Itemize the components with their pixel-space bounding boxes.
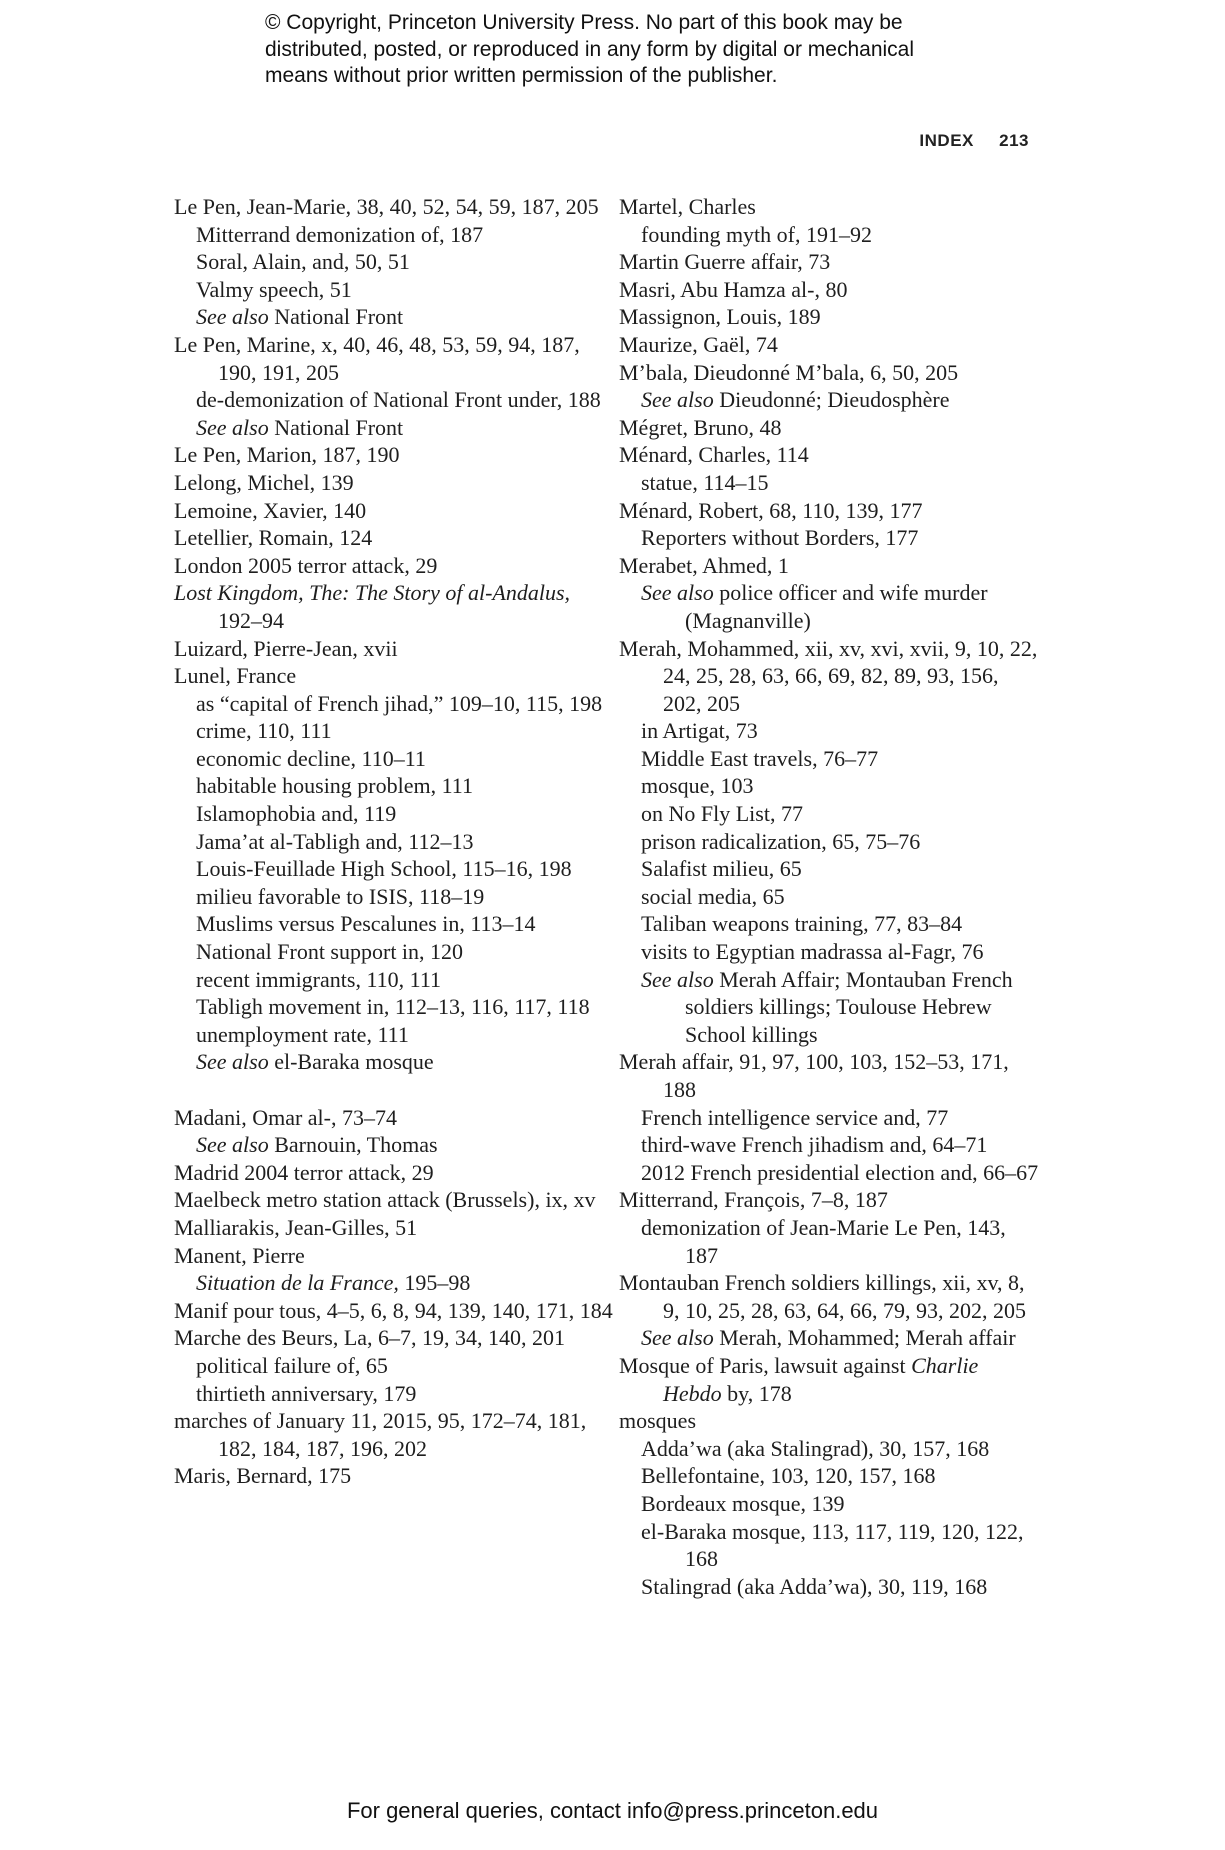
entry-text: Stalingrad (aka Adda’wa), 30, 119, 168: [641, 1573, 988, 1599]
entry-text: Islamophobia and, 119: [196, 801, 397, 827]
index-entry: [619, 331, 1039, 359]
index-subentry: [619, 717, 1039, 745]
entry-text: National Front support in, 120: [196, 939, 464, 965]
index-subentry: [619, 1435, 1039, 1463]
entry-italic: Charlie Hebdo: [663, 1352, 979, 1406]
entry-text: Mosque of Paris, lawsuit against: [619, 1352, 912, 1378]
index-entry: [619, 276, 1039, 304]
entry-text: founding myth of, 191–92: [641, 221, 872, 247]
index-subentry: [619, 221, 1039, 249]
index-entry: [619, 193, 1039, 221]
index-subentry: [619, 910, 1039, 938]
index-entry: [619, 635, 1039, 718]
index-subentry: [619, 579, 1039, 634]
copyright-line: means without prior written permission of the publisher.: [265, 64, 778, 87]
entry-text: thirtieth anniversary, 179: [196, 1380, 417, 1406]
index-entry: [174, 524, 614, 552]
entry-text: French intelligence service and, 77: [641, 1104, 949, 1130]
footer-contact: For general queries, contact info@press.princeton.edu: [346, 1798, 879, 1823]
entry-text: third-wave French jihadism and, 64–71: [641, 1132, 988, 1158]
copyright-line: © Copyright, Princeton University Press. No part of this book may be: [265, 11, 903, 34]
index-subentry: [174, 800, 614, 828]
entry-text: Adda’wa (aka Stalingrad), 30, 157, 168: [641, 1435, 990, 1461]
entry-text: visits to Egyptian madrassa al-Fagr, 76: [641, 939, 984, 965]
entry-text: National Front: [268, 414, 404, 440]
copyright-notice: [265, 10, 1025, 90]
index-entry: [619, 1269, 1039, 1324]
index-entry: [619, 303, 1039, 331]
entry-text: Barnouin, Thomas: [268, 1132, 438, 1158]
entry-text: Taliban weapons training, 77, 83–84: [641, 911, 963, 937]
index-entry: [174, 1242, 614, 1270]
entry-text: 195–98: [398, 1270, 471, 1296]
index-subentry: [619, 1214, 1039, 1269]
index-subentry: [174, 910, 614, 938]
entry-italic: See also: [196, 304, 269, 330]
entry-italic: See also: [641, 580, 714, 606]
section-title: INDEX: [919, 131, 974, 150]
index-entry: [174, 662, 614, 690]
entry-text: 2012 French presidential election and, 66–67: [641, 1159, 1039, 1185]
entry-text: 192–94: [218, 607, 284, 633]
entry-italic: See also: [196, 1049, 269, 1075]
index-subentry: [619, 1159, 1039, 1187]
entry-text: demonization of Jean-Marie Le Pen, 143, 187: [641, 1214, 1006, 1268]
index-subentry: [619, 938, 1039, 966]
index-entry: [174, 1407, 614, 1462]
entry-text: Le Pen, Marine, x, 40, 46, 48, 53, 59, 94, 187, 190, 191, 205: [174, 331, 580, 385]
entry-text: marches of January 11, 2015, 95, 172–74, 181, 182, 184, 187, 196, 202: [174, 1408, 587, 1461]
entry-text: Dieudonné; Dieudosphère: [713, 387, 950, 413]
index-entry: [174, 469, 614, 497]
index-subentry: [174, 1021, 614, 1049]
index-entry: [174, 497, 614, 525]
index-entry: [619, 1186, 1039, 1214]
entry-text: political failure of, 65: [196, 1352, 388, 1378]
entry-italic: See also: [641, 387, 714, 413]
entry-italic: See also: [196, 414, 269, 440]
index-subentry: [174, 1131, 614, 1159]
entry-text: Lunel, France: [174, 663, 297, 689]
index-subentry: [174, 386, 614, 414]
entry-text: police officer and wife murder (Magnanville): [685, 580, 988, 633]
index-entry: [174, 1297, 614, 1325]
entry-italic: See also: [196, 1132, 269, 1158]
index-subentry: [619, 469, 1039, 497]
index-entry: [174, 441, 614, 469]
entry-text: Merah, Mohammed; Merah affair: [713, 1325, 1016, 1351]
index-entry: [174, 1159, 614, 1187]
index-entry: [174, 1186, 614, 1214]
index-subentry: [619, 524, 1039, 552]
index-subentry: [619, 1324, 1039, 1352]
entry-text: Salafist milieu, 65: [641, 856, 802, 882]
entry-text: Middle East travels, 76–77: [641, 745, 879, 771]
index-subentry: [619, 1131, 1039, 1159]
index-subentry: [174, 828, 614, 856]
entry-text: Valmy speech, 51: [196, 276, 352, 302]
entry-text: M’bala, Dieudonné M’bala, 6, 50, 205: [619, 359, 959, 385]
entry-text: de-demonization of National Front under, 188: [196, 387, 601, 413]
entry-text: recent immigrants, 110, 111: [196, 966, 441, 992]
entry-text: as “capital of French jihad,” 109–10, 115, 198: [196, 690, 603, 716]
entry-text: Maris, Bernard, 175: [174, 1463, 352, 1489]
index-subentry: [174, 1048, 614, 1076]
entry-text: Merah Affair; Montauban French soldiers killings; Toulouse Hebrew School killings: [685, 966, 1013, 1047]
entry-text: Ménard, Charles, 114: [619, 442, 809, 468]
entry-text: Luizard, Pierre-Jean, xvii: [174, 635, 398, 661]
entry-italic: Lost Kingdom, The: The Story of al-Andalus,: [174, 580, 571, 606]
entry-text: mosque, 103: [641, 773, 754, 799]
index-subentry: [174, 276, 614, 304]
entry-text: by, 178: [721, 1380, 792, 1406]
index-subentry: [619, 1462, 1039, 1490]
entry-text: Le Pen, Marion, 187, 190: [174, 442, 400, 468]
entry-italic: See also: [641, 1325, 714, 1351]
index-subentry: [174, 855, 614, 883]
entry-text: Jama’at al-Tabligh and, 112–13: [196, 828, 474, 854]
index-entry: [174, 331, 614, 386]
index-entry: [174, 193, 614, 221]
index-subentry: [619, 1518, 1039, 1573]
entry-text: statue, 114–15: [641, 469, 769, 495]
index-subentry: [174, 745, 614, 773]
index-entry: [174, 552, 614, 580]
index-subentry: [174, 1269, 614, 1297]
index-entry: [174, 1324, 614, 1352]
index-column-right: [619, 193, 1039, 1600]
index-subentry: [174, 883, 614, 911]
index-subentry: [619, 1573, 1039, 1601]
index-entry: [174, 635, 614, 663]
entry-italic: Situation de la France,: [196, 1270, 399, 1296]
entry-text: Madani, Omar al-, 73–74: [174, 1104, 397, 1130]
index-subentry: [174, 938, 614, 966]
index-subentry: [174, 414, 614, 442]
entry-text: Ménard, Robert, 68, 110, 139, 177: [619, 497, 923, 523]
entry-text: crime, 110, 111: [196, 718, 332, 744]
entry-text: el-Baraka mosque, 113, 117, 119, 120, 122, 168: [641, 1518, 1024, 1572]
entry-text: economic decline, 110–11: [196, 745, 426, 771]
index-subentry: [619, 883, 1039, 911]
entry-text: London 2005 terror attack, 29: [174, 552, 438, 578]
index-subentry: [174, 1352, 614, 1380]
entry-text: Reporters without Borders, 177: [641, 525, 919, 551]
entry-text: Merah, Mohammed, xii, xv, xvi, xvii, 9, 10, 22, 24, 25, 28, 63, 66, 69, 82, 89, 93, 156, 202, 205: [619, 635, 1038, 716]
entry-text: Manif pour tous, 4–5, 6, 8, 94, 139, 140, 171, 184: [174, 1297, 613, 1323]
entry-text: Marche des Beurs, La, 6–7, 19, 34, 140, 201: [174, 1325, 566, 1351]
entry-text: Bordeaux mosque, 139: [641, 1490, 845, 1516]
index-entry: [174, 1104, 614, 1132]
entry-text: Louis-Feuillade High School, 115–16, 198: [196, 856, 572, 882]
index-entry: [619, 1407, 1039, 1435]
index-subentry: [174, 966, 614, 994]
entry-text: Maelbeck metro station attack (Brussels), ix, xv: [174, 1187, 596, 1213]
entry-text: Le Pen, Jean-Marie, 38, 40, 52, 54, 59, 187, 205: [174, 194, 599, 219]
index-subentry: [174, 303, 614, 331]
entry-text: Mégret, Bruno, 48: [619, 414, 782, 440]
entry-text: milieu favorable to ISIS, 118–19: [196, 883, 485, 909]
entry-text: Bellefontaine, 103, 120, 157, 168: [641, 1463, 936, 1489]
entry-text: Martel, Charles: [619, 194, 756, 219]
entry-text: on No Fly List, 77: [641, 801, 803, 827]
entry-text: el-Baraka mosque: [268, 1049, 434, 1075]
entry-text: Letellier, Romain, 124: [174, 525, 373, 551]
entry-text: Montauban French soldiers killings, xii, xv, 8, 9, 10, 25, 28, 63, 64, 66, 79, 93, 202, 205: [619, 1270, 1026, 1323]
entry-text: habitable housing problem, 111: [196, 773, 473, 799]
index-entry: [619, 248, 1039, 276]
entry-text: unemployment rate, 111: [196, 1021, 409, 1047]
entry-text: Soral, Alain, and, 50, 51: [196, 249, 410, 275]
index-entry: [174, 579, 614, 634]
entry-text: Lemoine, Xavier, 140: [174, 497, 367, 523]
entry-text: National Front: [268, 304, 404, 330]
index-subentry: [619, 1490, 1039, 1518]
index-subentry: [619, 745, 1039, 773]
entry-text: prison radicalization, 65, 75–76: [641, 828, 921, 854]
entry-text: Madrid 2004 terror attack, 29: [174, 1159, 434, 1185]
index-subentry: [619, 386, 1039, 414]
entry-text: Malliarakis, Jean-Gilles, 51: [174, 1214, 418, 1240]
index-subentry: [619, 772, 1039, 800]
index-entry: [619, 414, 1039, 442]
index-subentry: [174, 1380, 614, 1408]
entry-text: Masri, Abu Hamza al-, 80: [619, 276, 848, 302]
index-entry: [619, 552, 1039, 580]
index-subentry: [174, 690, 614, 718]
index-entry: [619, 1048, 1039, 1103]
entry-text: Massignon, Louis, 189: [619, 304, 821, 330]
index-entry: [174, 1462, 614, 1490]
index-subentry: [619, 966, 1039, 1049]
index-subentry: [174, 717, 614, 745]
entry-text: mosques: [619, 1408, 696, 1434]
index-subentry: [174, 221, 614, 249]
index-subentry: [619, 1104, 1039, 1132]
entry-text: Muslims versus Pescalunes in, 113–14: [196, 911, 536, 937]
index-entry: [619, 1352, 1039, 1407]
index-subentry: [619, 800, 1039, 828]
entry-text: Maurize, Gaël, 74: [619, 331, 778, 357]
page-number: 213: [999, 131, 1029, 150]
entry-text: Manent, Pierre: [174, 1242, 305, 1268]
entry-text: social media, 65: [641, 883, 785, 909]
entry-text: Martin Guerre affair, 73: [619, 249, 831, 275]
running-head: [919, 131, 1029, 151]
index-subentry: [174, 248, 614, 276]
index-entry: [619, 441, 1039, 469]
index-subentry: [619, 855, 1039, 883]
index-entry: [619, 359, 1039, 387]
entry-text: Tabligh movement in, 112–13, 116, 117, 118: [196, 994, 590, 1020]
index-entry: [619, 497, 1039, 525]
entry-text: in Artigat, 73: [641, 718, 758, 744]
index-entry: [174, 1214, 614, 1242]
index-subentry: [619, 828, 1039, 856]
entry-text: Merabet, Ahmed, 1: [619, 552, 789, 578]
entry-text: Mitterrand, François, 7–8, 187: [619, 1187, 888, 1213]
index-subentry: [174, 993, 614, 1021]
entry-italic: See also: [641, 966, 714, 992]
entry-text: Mitterrand demonization of, 187: [196, 221, 484, 247]
copyright-line: distributed, posted, or reproduced in any form by digital or mechanical: [265, 37, 915, 61]
index-subentry: [174, 772, 614, 800]
index-column-left: [174, 193, 614, 1490]
entry-text: Merah affair, 91, 97, 100, 103, 152–53, 171, 188: [619, 1049, 1009, 1102]
entry-text: Lelong, Michel, 139: [174, 469, 354, 495]
